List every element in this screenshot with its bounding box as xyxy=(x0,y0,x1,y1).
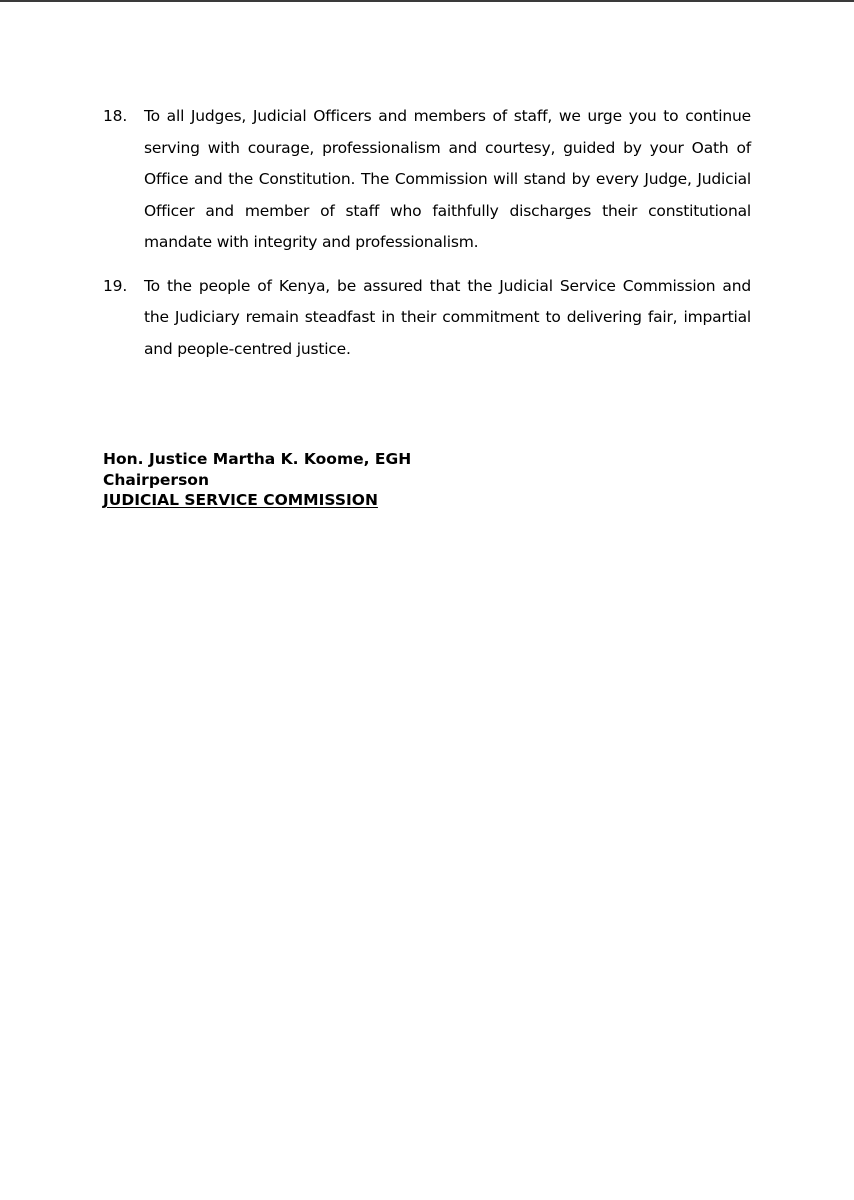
paragraph-number: 18. xyxy=(103,107,128,125)
signatory-name: Hon. Justice Martha K. Koome, EGH xyxy=(103,450,412,468)
paragraph-19 xyxy=(103,271,751,366)
numbered-paragraph-list xyxy=(103,101,751,377)
paragraph-18 xyxy=(103,101,751,259)
signature-block xyxy=(103,449,603,511)
signatory-title: Chairperson xyxy=(103,470,209,489)
paragraph-text: To all Judges, Judicial Officers and members of staff, we urge you to continue serving with courage, professionalism and courtesy, guided by your Oath of Office and the Constitution. The Commission will stand by every Judge, Judicial Officer and member of staff who faithfully discharges their constitutional mandate with integrity and professionalism. xyxy=(144,107,751,251)
top-border-line xyxy=(0,0,854,2)
signatory-organization: JUDICIAL SERVICE COMMISSION xyxy=(103,491,378,509)
paragraph-text: To the people of Kenya, be assured that the Judicial Service Commission and the Judiciary remain steadfast in their commitment to delivering fair, impartial and people-centred justice. xyxy=(144,276,751,358)
paragraph-number: 19. xyxy=(103,276,128,295)
